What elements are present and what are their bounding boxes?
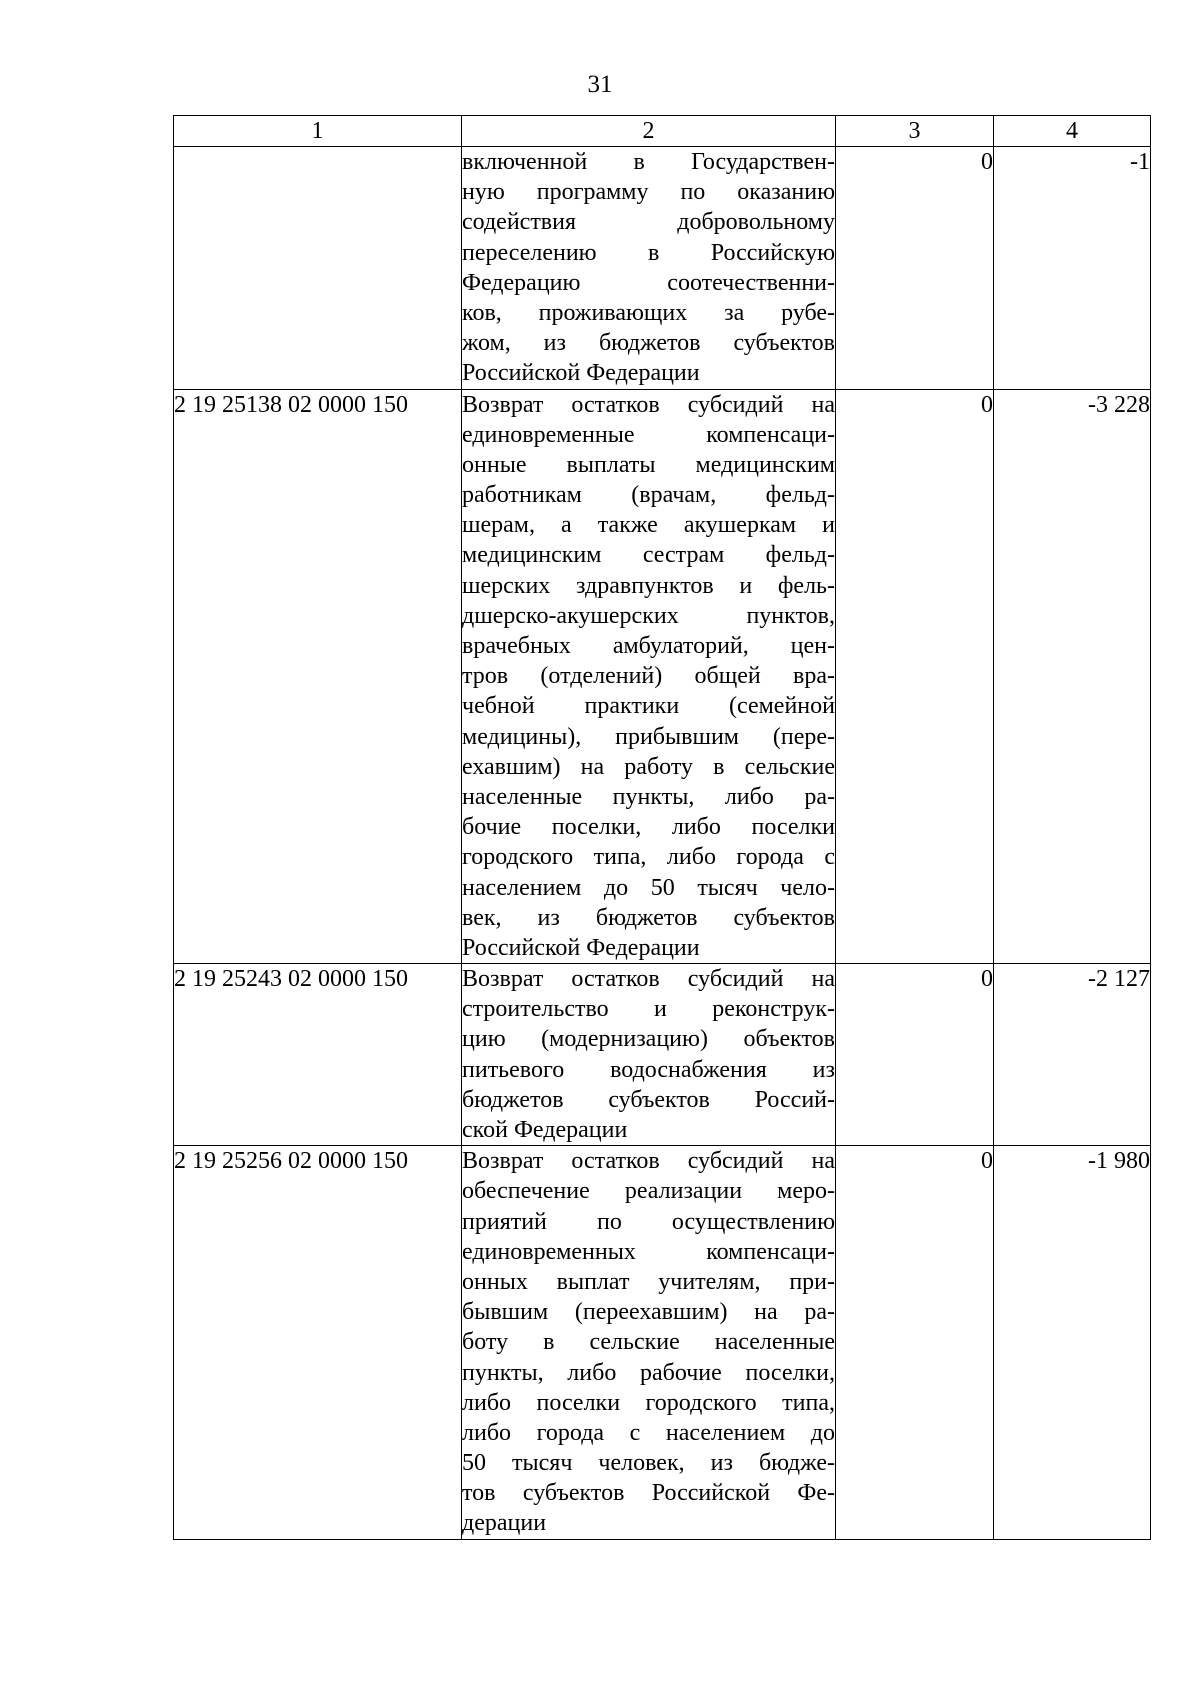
- description-line: населением до 50 тысяч чело-: [462, 874, 835, 901]
- table-row: [174, 964, 1151, 1146]
- description-line: цию (модернизацию) объектов: [462, 1026, 835, 1053]
- budget-code-cell: 2 19 25138 02 0000 150: [174, 389, 462, 964]
- header-row: [174, 116, 1151, 147]
- table-row: [174, 147, 1151, 390]
- description-line: дерации: [462, 1510, 547, 1537]
- column-4-value: -3 228: [994, 389, 1151, 964]
- table-row: [174, 1146, 1151, 1539]
- description-line: обеспечение реализации меро-: [462, 1178, 835, 1205]
- description-line: бочие поселки, либо поселки: [462, 814, 835, 841]
- table-header: [174, 116, 1151, 147]
- description-line: либо города с населением до: [462, 1419, 835, 1446]
- description-cell: [462, 147, 836, 390]
- description-line: бывшим (переехавшим) на ра-: [462, 1299, 835, 1326]
- description-line: Федерацию соотечественни-: [462, 269, 835, 296]
- description-line: Возврат остатков субсидий на: [462, 1148, 835, 1175]
- description-line: либо поселки городского типа,: [462, 1389, 835, 1416]
- column-4-value: -1 980: [994, 1146, 1151, 1539]
- budget-table: [173, 115, 1151, 1540]
- description-line: медицинским сестрам фельд-: [462, 542, 835, 569]
- header-col-3: 3: [836, 116, 994, 147]
- description-cell: [462, 389, 836, 964]
- budget-code-cell: 2 19 25256 02 0000 150: [174, 1146, 462, 1539]
- description-line: единовременные компенсаци-: [462, 421, 835, 448]
- description-line: врачебных амбулаторий, цен-: [462, 633, 835, 659]
- description-line: 50 тысяч человек, из бюдже-: [462, 1450, 835, 1477]
- description-line: населенные пункты, либо ра-: [462, 783, 835, 810]
- description-line: Российской Федерации: [462, 934, 700, 961]
- table-row: [174, 389, 1151, 964]
- column-3-value: 0: [836, 147, 994, 390]
- description-line: бюджетов субъектов Россий-: [462, 1086, 835, 1113]
- description-line: жом, из бюджетов субъектов: [462, 330, 835, 357]
- page-number: 31: [587, 71, 613, 98]
- description-line: приятий по осуществлению: [462, 1208, 835, 1235]
- description-line: Российской Федерации: [462, 360, 700, 387]
- description-line: онные выплаты медицинским: [462, 451, 835, 478]
- description-line: ехавшим) на работу в сельские: [462, 753, 835, 780]
- description-line: дшерско-акушерских пунктов,: [462, 602, 835, 629]
- description-line: век, из бюджетов субъектов: [462, 904, 835, 931]
- budget-code-cell: 2 19 25243 02 0000 150: [174, 964, 462, 1146]
- description-line: боту в сельские населенные: [462, 1329, 835, 1356]
- column-3-value: 0: [836, 389, 994, 964]
- description-cell: [462, 1146, 836, 1539]
- description-line: тров (отделений) общей вра-: [462, 663, 835, 690]
- column-4-value: -1: [994, 147, 1151, 390]
- description-cell: [462, 964, 836, 1146]
- description-line: медицины), прибывшим (пере-: [462, 723, 835, 750]
- column-3-value: 0: [836, 1146, 994, 1539]
- description-line: Возврат остатков субсидий на: [462, 966, 835, 993]
- description-line: шерам, а также акушеркам и: [462, 512, 835, 539]
- description-line: шерских здравпунктов и фель-: [462, 572, 835, 599]
- table-body: [174, 147, 1151, 1540]
- description-line: Возврат остатков субсидий на: [462, 391, 835, 418]
- header-col-2: 2: [462, 116, 836, 147]
- description-line: онных выплат учителям, при-: [462, 1268, 835, 1295]
- description-line: ную программу по оказанию: [462, 179, 835, 206]
- description-line: содействия добровольному: [462, 209, 835, 236]
- header-col-4: 4: [994, 116, 1151, 147]
- description-line: тов субъектов Российской Фе-: [462, 1480, 835, 1507]
- description-line: включенной в Государствен-: [462, 149, 835, 175]
- description-line: переселению в Российскую: [462, 239, 835, 266]
- description-line: работникам (врачам, фельд-: [462, 482, 835, 509]
- description-line: питьевого водоснабжения из: [462, 1056, 835, 1083]
- description-line: пункты, либо рабочие поселки,: [462, 1359, 835, 1386]
- column-4-value: -2 127: [994, 964, 1151, 1146]
- description-line: городского типа, либо города с: [462, 844, 835, 871]
- description-line: ской Федерации: [462, 1117, 628, 1143]
- description-line: ков, проживающих за рубе-: [462, 299, 835, 326]
- budget-code-cell: [174, 147, 462, 390]
- description-line: строительство и реконструк-: [462, 996, 835, 1023]
- description-line: единовременных компенсаци-: [462, 1238, 835, 1265]
- header-col-1: 1: [174, 116, 462, 147]
- description-line: чебной практики (семейной: [462, 693, 835, 720]
- column-3-value: 0: [836, 964, 994, 1146]
